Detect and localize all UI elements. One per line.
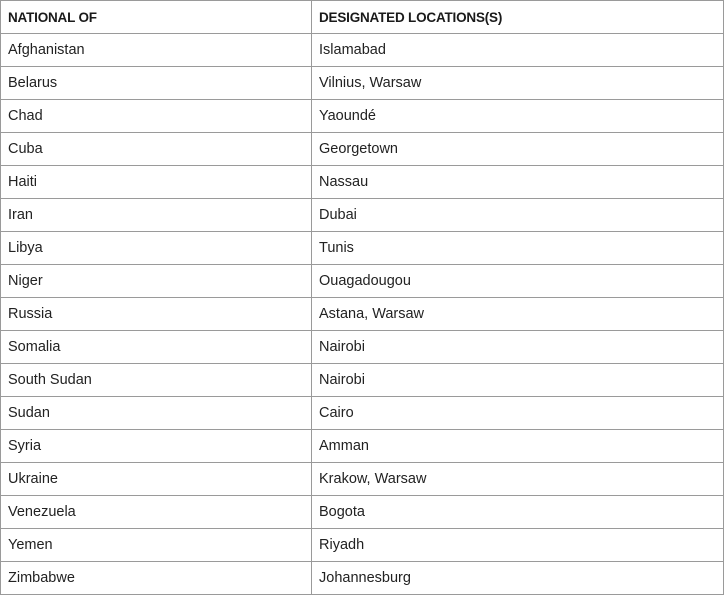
location-cell: Islamabad [312, 34, 724, 67]
table-row [1, 166, 724, 199]
location-cell: Tunis [312, 232, 724, 265]
country-cell: Haiti [1, 166, 312, 199]
column-header-national-of: NATIONAL OF [1, 1, 312, 34]
country-cell: Belarus [1, 67, 312, 100]
country-cell: Zimbabwe [1, 562, 312, 595]
country-cell: Iran [1, 199, 312, 232]
table-row [1, 397, 724, 430]
country-cell: Cuba [1, 133, 312, 166]
table-row [1, 199, 724, 232]
table-row [1, 34, 724, 67]
country-cell: Yemen [1, 529, 312, 562]
table-row [1, 562, 724, 595]
country-cell: Niger [1, 265, 312, 298]
table-row [1, 331, 724, 364]
table-row [1, 463, 724, 496]
country-cell: Ukraine [1, 463, 312, 496]
table-row [1, 496, 724, 529]
location-cell: Ouagadougou [312, 265, 724, 298]
table-row [1, 529, 724, 562]
location-cell: Amman [312, 430, 724, 463]
table-row [1, 133, 724, 166]
location-cell: Cairo [312, 397, 724, 430]
table-row [1, 298, 724, 331]
table-row [1, 430, 724, 463]
location-cell: Yaoundé [312, 100, 724, 133]
location-cell: Nairobi [312, 364, 724, 397]
column-header-designated-locations: DESIGNATED LOCATIONS(S) [312, 1, 724, 34]
table-row [1, 364, 724, 397]
location-cell: Bogota [312, 496, 724, 529]
country-cell: Afghanistan [1, 34, 312, 67]
table-row [1, 265, 724, 298]
location-cell: Dubai [312, 199, 724, 232]
location-cell: Vilnius, Warsaw [312, 67, 724, 100]
table-header-row [1, 1, 724, 34]
country-cell: Somalia [1, 331, 312, 364]
country-cell: South Sudan [1, 364, 312, 397]
country-cell: Russia [1, 298, 312, 331]
location-cell: Riyadh [312, 529, 724, 562]
location-cell: Nairobi [312, 331, 724, 364]
location-cell: Krakow, Warsaw [312, 463, 724, 496]
table-row [1, 67, 724, 100]
table-row [1, 100, 724, 133]
table-row [1, 232, 724, 265]
country-cell: Syria [1, 430, 312, 463]
location-cell: Johannesburg [312, 562, 724, 595]
country-cell: Sudan [1, 397, 312, 430]
location-cell: Georgetown [312, 133, 724, 166]
location-cell: Nassau [312, 166, 724, 199]
table-body [1, 34, 724, 595]
country-cell: Libya [1, 232, 312, 265]
location-cell: Astana, Warsaw [312, 298, 724, 331]
country-cell: Venezuela [1, 496, 312, 529]
country-cell: Chad [1, 100, 312, 133]
